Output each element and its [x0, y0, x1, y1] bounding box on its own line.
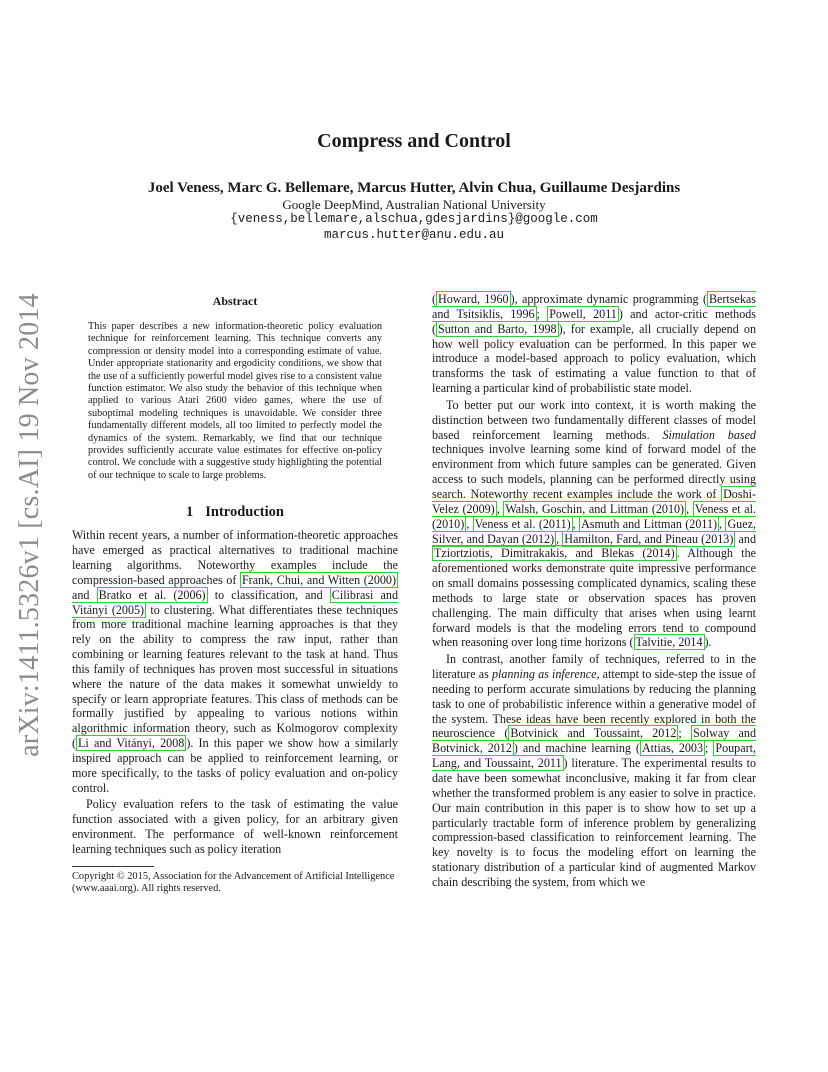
citation-link[interactable]: Guez, Silver, and Dayan (2012): [432, 516, 756, 546]
citation-link[interactable]: Sutton and Barto, 1998: [438, 321, 557, 336]
intro-paragraph-2: Policy evaluation refers to the task of estimating the value function associated with a given policy, for an arbitrary given environment. The performance of well-known reinforcement learning techniques such as policy iteration: [72, 797, 398, 856]
section-heading-introduction: [72, 504, 398, 521]
citation-link[interactable]: Bratko et al. (2006): [98, 587, 206, 602]
email-line-1: {veness,bellemare,alschua,gdesjardins}@google.com: [230, 212, 598, 226]
email-line-2: marcus.hutter@anu.edu.au: [323, 228, 505, 242]
left-column: [72, 292, 398, 896]
citation-link[interactable]: Attias, 2003: [641, 741, 704, 756]
citation-link[interactable]: Frank, Chui, and Witten (2000): [241, 572, 396, 587]
citation-link[interactable]: Tziortziotis, Dimitrakakis, and Blekas (2014): [434, 546, 675, 561]
emphasized-term: planning as inference: [491, 667, 597, 682]
citation-link[interactable]: Cilibrasi and Vitányi (2005): [72, 587, 398, 617]
citation-link[interactable]: Asmuth and Littman (2011): [581, 516, 718, 531]
citation-link[interactable]: Powell, 2011: [549, 306, 617, 321]
section-number: 1: [186, 504, 194, 521]
emphasized-term: Simulation based: [662, 427, 756, 442]
affiliation: Google DeepMind, Australian National University: [282, 197, 546, 212]
citation-link[interactable]: Solway and Botvinick, 2012: [432, 726, 756, 756]
arxiv-identifier: arXiv:1411.5326v1 [cs.AI] 19 Nov 2014: [14, 293, 46, 757]
paper-title: Compress and Control: [317, 130, 511, 152]
citation-link[interactable]: Li and Vitányi, 2008: [78, 736, 185, 751]
intro-paragraph-1: Within recent years, a number of information-theoretic approaches have emerged as practical alternatives to traditional machine learning algorithms. Noteworthy examples include the compression-based approaches of Frank, Chui, and Witten (2000) and Bratko et al. (2006) to classification, and Cilibrasi and Vitányi (2005) to clustering. What differentiates these techniques from more traditional machine learning approaches is that they rely on the ability to compress the raw input, rather than combining or learning features relevant to the task at hand. Thus this family of techniques has proven most successful in situations where the nature of the data makes it somewhat unwieldy to specify or learn appropriate features. This class of methods can be formally justified by appealing to various notions within algorithmic information theory, such as Kolmogorov complexity ( Li and Vitányi, 2008 ). In this paper we show how a similarly inspired approach can be applied to reinforcement learning, or more specifically, to the tasks of policy evaluation and on-policy control.: [72, 528, 398, 795]
intro-paragraph-3: To better put our work into context, it is worth making the distinction between two fundamentally different classes of model based reinforcement learning methods. Simulation based techniques involve learning some kind of forward model of the environment from which future samples can be generated. Given access to such models, planning can be performed directly using search. Noteworthy recent examples include the work of Doshi-Velez (2009) , Walsh, Goschin, and Littman (2010) , Veness et al. (2010) , Veness et al. (2011) , Asmuth and Littman (2011) , Guez, Silver, and Dayan (2012) , Hamilton, Fard, and Pineau (2013) and Tziortziotis, Dimitrakakis, and Blekas (2014) . Although the aforementioned works demonstrate quite impressive performance on small domains possessing complicated dynamics, scaling these methods to large state or observation spaces has proven challenging. The main difficulty that arises when using learnt forward models is that the modeling errors tend to compound when reasoning over long time horizons ( Talvitie, 2014 ).: [432, 397, 757, 650]
citation-link[interactable]: Walsh, Goschin, and Littman (2010): [505, 501, 685, 516]
citation-link[interactable]: Talvitie, 2014: [635, 635, 703, 650]
copyright-footnote: Copyright © 2015, Association for the Advancement of Artificial Intelligence (www.aaai.org). All rights reserved.: [72, 870, 395, 895]
citation-link[interactable]: Doshi-Velez (2009): [432, 486, 756, 516]
abstract-text: This paper describes a new information-theoretic policy evaluation technique for reinforcement learning. This technique converts any compression or density model into a corresponding estimate of value. Under appropriate stationarity and ergodicity conditions, we show that the use of a sufficiently powerful model gives rise to a consistent value function estimator. We also study the behavior of this technique when applied to various Atari 2600 video games, where the use of suboptimal modeling techniques is unavoidable. We consider three fundamentally different models, all too limited to perfectly model the dynamics of the system. Remarkably, we find that our technique provides sufficiently accurate value estimates for effective on-policy control. We conclude with a suggestive study highlighting the potential of our technique to scale to large problems.: [88, 321, 382, 481]
abstract-heading: Abstract: [212, 294, 258, 308]
citation-link[interactable]: Howard, 1960: [438, 292, 509, 306]
citation-link[interactable]: Veness et al. (2011): [474, 516, 571, 531]
citation-link[interactable]: Hamilton, Fard, and Pineau (2013): [564, 531, 734, 546]
section-title: Introduction: [205, 504, 284, 521]
right-column: [432, 292, 756, 890]
citation-link[interactable]: Bertsekas and Tsitsiklis, 1996: [432, 292, 756, 321]
author-list: Joel Veness, Marc G. Bellemare, Marcus Hutter, Alvin Chua, Guillaume Desjardins: [147, 180, 681, 196]
intro-paragraph-4: In contrast, another family of techniques, referred to in the literature as planning as inference, attempt to side-step the issue of needing to perform accurate simulations by reducing the planning task to one of probabilistic inference within a generative model of the system. These ideas have been recently explored in both the neuroscience ( Botvinick and Toussaint, 2012 ; Solway and Botvinick, 2012 ) and machine learning ( Attias, 2003 ; Poupart, Lang, and Toussaint, 2011 ) literature. The experimental results to date have been somewhat inconclusive, making it far from clear whether the transformed problem is any easier to solve in practice. Our main contribution in this paper is to show how to set up a particularly tractable form of inference problem by generalizing compression-based classification to reinforcement learning. The key novelty is to focus the modeling effort on learning the stationary distribution of a particular kind of augmented Markov chain describing the system, from which we: [432, 652, 757, 889]
footnote-divider: [72, 866, 154, 867]
arxiv-stamp: [10, 295, 50, 755]
citation-link[interactable]: Botvinick and Toussaint, 2012: [510, 726, 677, 741]
citation-link[interactable]: Poupart, Lang, and Toussaint, 2011: [432, 741, 757, 771]
citation-link[interactable]: Veness et al. (2010): [432, 501, 757, 531]
intro-paragraph-2-continued: ( Howard, 1960 ), approximate dynamic programming ( Bertsekas and Tsitsiklis, 1996 ; Powell, 2011 ) and actor-critic methods ( Sutton and Barto, 1998 ), for example, all crucially depend on how well policy evaluation can be performed. In this paper we introduce a model-based approach to policy evaluation, which transforms the task of estimating a value function to that of learning a particular kind of probabilistic state model.: [432, 292, 756, 396]
